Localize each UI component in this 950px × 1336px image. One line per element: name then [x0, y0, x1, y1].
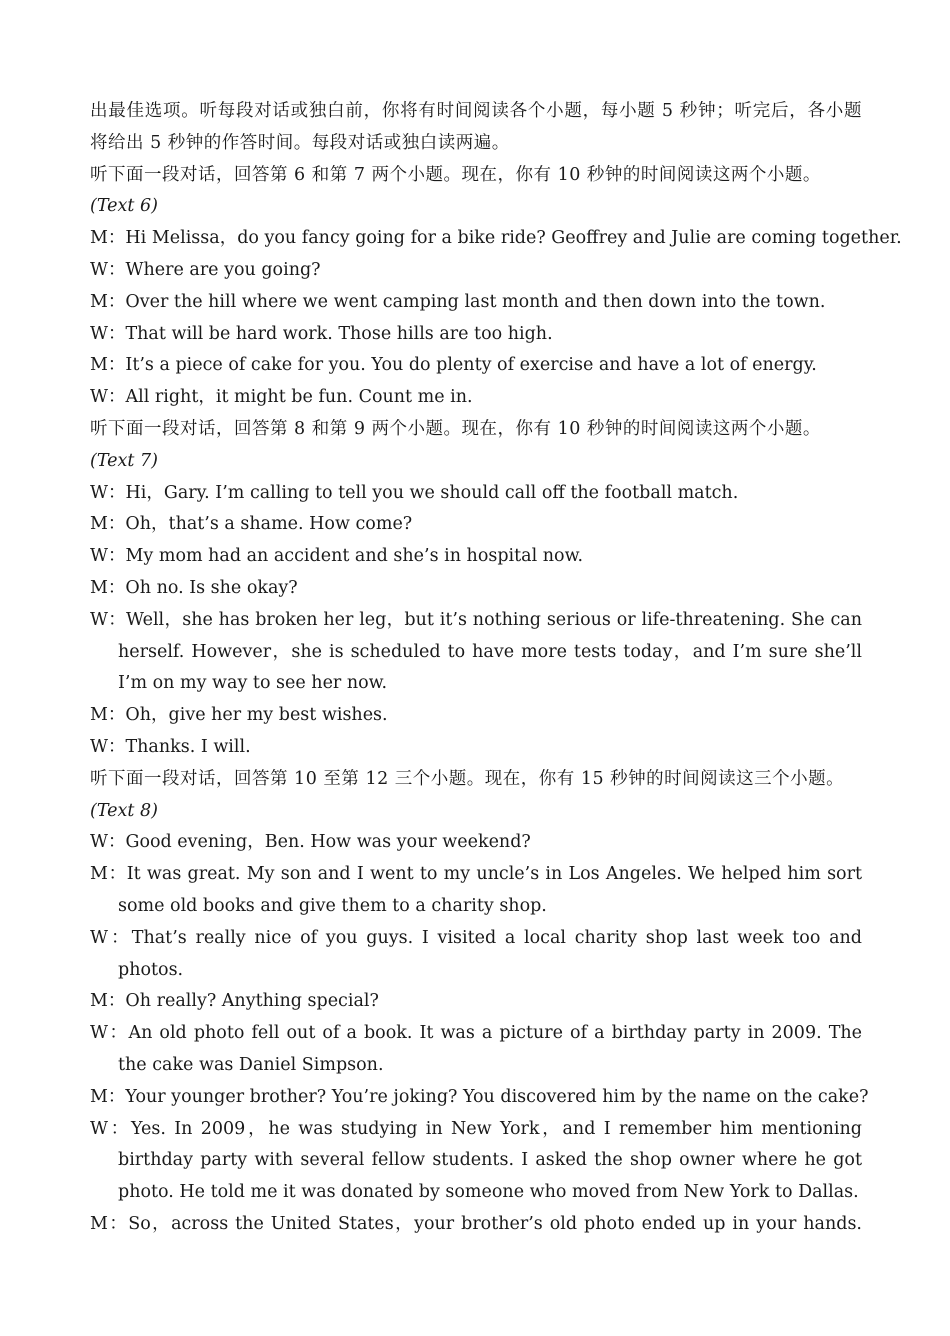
text-line: M：Hi Melissa，do you fancy going for a bike ride? Geoffrey and Julie are coming together. — [90, 228, 902, 249]
text-line: M：Oh，give her my best wishes. — [90, 705, 388, 726]
text-line: M：Over the hill where we went camping last month and then down into the town. — [90, 291, 826, 312]
section-label: (Text 7) — [90, 450, 158, 471]
text-line: M：Oh really? Anything special? — [90, 991, 379, 1012]
text-line: 出最佳选项。听每段对话或独白前，你将有时间阅读各个小题，每小题 5 秒钟；听完后，各小题 — [90, 101, 862, 121]
text-line: M：Your younger brother? You’re joking? You discovered him by the name on the cake? — [90, 1086, 869, 1107]
text-line: 听下面一段对话，回答第 6 和第 7 两个小题。现在，你有 10 秒钟的时间阅读这两个小题。 — [90, 164, 821, 185]
text-line: W：An old photo fell out of a book. It was a picture of a birthday party in 2009. The — [90, 1023, 862, 1044]
text-line: 听下面一段对话，回答第 8 和第 9 两个小题。现在，你有 10 秒钟的时间阅读这两个小题。 — [90, 418, 821, 439]
text-line: W：Well，she has broken her leg，but it’s nothing serious or life-threatening. She can — [90, 609, 862, 630]
text-line: W：Thanks. I will. — [90, 736, 251, 757]
text-line: W：Where are you going? — [90, 259, 321, 280]
text-line: photos. — [118, 959, 184, 980]
text-line: W：That will be hard work. Those hills are too high. — [90, 323, 553, 344]
text-line: W：That’s really nice of you guys. I visited a local charity shop last week too and — [90, 927, 862, 948]
text-line: W：Good evening，Ben. How was your weekend? — [90, 832, 531, 853]
section-label: (Text 6) — [90, 196, 158, 217]
text-line: M：Oh，that’s a shame. How come? — [90, 514, 413, 535]
text-line: some old books and give them to a charity shop. — [118, 895, 547, 916]
text-line: M：It was great. My son and I went to my uncle’s in Los Angeles. We helped him sort — [90, 864, 862, 885]
text-line: W：My mom had an accident and she’s in hospital now. — [90, 546, 584, 567]
text-line: W：All right，it might be fun. Count me in. — [90, 387, 473, 408]
text-line: M：Oh no. Is she okay? — [90, 577, 298, 598]
text-line: herself. However，she is scheduled to have more tests today，and I’m sure she’ll — [118, 641, 862, 662]
text-line: W：Yes. In 2009，he was studying in New York，and I remember him mentioning — [90, 1118, 862, 1139]
text-line: M：So，across the United States，your brother’s old photo ended up in your hands. — [90, 1213, 862, 1234]
text-line: birthday party with several fellow students. I asked the shop owner where he got — [118, 1150, 862, 1171]
document-page — [90, 96, 902, 1241]
text-line: M：It’s a piece of cake for you. You do plenty of exercise and have a lot of energy. — [90, 355, 817, 376]
text-line: the cake was Daniel Simpson. — [118, 1054, 384, 1075]
text-line: I’m on my way to see her now. — [118, 673, 388, 694]
section-label: (Text 8) — [90, 800, 158, 821]
text-line: 听下面一段对话，回答第 10 至第 12 三个小题。现在，你有 15 秒钟的时间阅读这三个小题。 — [90, 768, 845, 789]
text-line: 将给出 5 秒钟的作答时间。每段对话或独白读两遍。 — [90, 132, 510, 153]
text-line: W：Hi，Gary. I’m calling to tell you we should call off the football match. — [90, 482, 739, 503]
text-line: photo. He told me it was donated by someone who moved from New York to Dallas. — [118, 1182, 859, 1203]
